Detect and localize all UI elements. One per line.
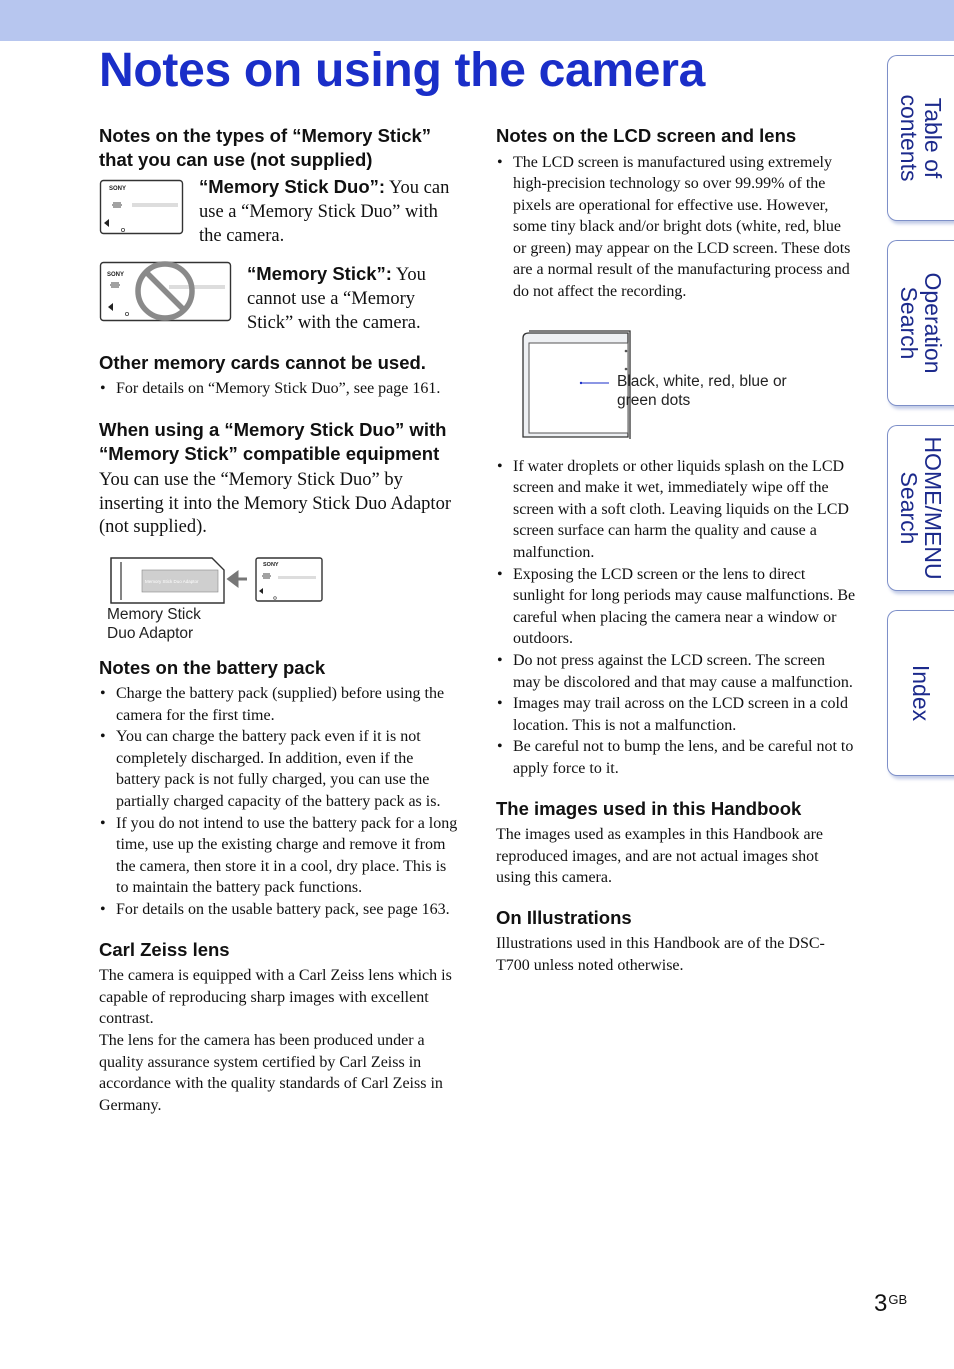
adaptor-label-line: Memory Stick <box>107 605 201 623</box>
memory-stick-duo-note <box>199 175 459 248</box>
list-item: • Do not press against the LCD screen. The screen may be discolored and that may cause a malfunction. <box>496 650 856 693</box>
section-heading-battery: Notes on the battery pack <box>99 656 326 678</box>
list-item: • If water droplets or other liquids splash on the LCD screen and make it wet, immediately wipe off the screen with a soft cloth. Leaving liquids on the LCD screen surface can harm the quality and cause a malfunction. <box>496 456 856 564</box>
page-number-suffix: GB <box>888 1292 908 1307</box>
list-item: • Charge the battery pack (supplied) before using the camera for the first time. <box>99 683 461 726</box>
card-brand-label: SONY <box>109 186 127 192</box>
tab-operation-search[interactable] <box>887 240 954 406</box>
lcd-dots-label <box>617 372 787 410</box>
left-column <box>99 124 461 1116</box>
tab-label: Operation Search <box>896 272 946 374</box>
memory-stick-duo-row <box>99 175 461 261</box>
list-item: • Exposing the LCD screen or the lens to direct sunlight for long periods may cause malfunctions. Be careful when placing the camera near a window or outdoors. <box>496 564 856 650</box>
adaptor-label-line: Duo Adaptor <box>107 624 194 642</box>
carl-zeiss-paragraph: The camera is equipped with a Carl Zeiss lens which is capable of reproducing sharp images with excellent contrast. <box>99 967 452 1028</box>
list-item: • You can charge the battery pack even if it is not completely discharged. In addition, even if the battery pack is not fully charged, you can use the partially charged capacity of the battery pack as is. <box>99 726 461 812</box>
list-item: • For details on the usable battery pack, see page 163. <box>99 899 461 921</box>
memory-stick-text: You cannot use a “Memory Stick” with the camera. <box>247 265 426 333</box>
section-heading-images: The images used in this Handbook <box>496 797 802 819</box>
lcd-list <box>496 152 856 303</box>
tab-label: Index <box>908 664 934 722</box>
card-brand-label: SONY <box>263 561 279 568</box>
section-heading-carl-zeiss: Carl Zeiss lens <box>99 938 230 960</box>
tab-label: HOME/MENU Search <box>896 436 946 580</box>
list-item: • If you do not intend to use the battery pack for a long time, use up the existing charge and remove it from the camera, then store it in a cool, dry place. This is to maintain the battery pack functions. <box>99 813 461 899</box>
section-heading-lcd: Notes on the LCD screen and lens <box>496 125 797 146</box>
memory-stick-duo-text: You can use a “Memory Stick Duo” with the camera. <box>199 178 450 246</box>
adaptor-figure <box>99 556 461 656</box>
illustrations-body: Illustrations used in this Handbook are of the DSC-T700 unless noted otherwise. <box>496 935 825 974</box>
battery-list <box>99 683 461 921</box>
images-body: The images used as examples in this Handbook are reproduced images, and are not actual images shot using this camera. <box>496 826 824 887</box>
carl-zeiss-paragraph: The lens for the camera has been produced under a quality assurance system certified by Carl Zeiss in accordance with the quality standards of Carl Zeiss in Germany. <box>99 1031 443 1114</box>
memory-stick-note <box>247 262 459 335</box>
section-heading-memory-stick-types: Notes on the types of “Memory Stick” that you can use (not supplied) <box>99 125 432 170</box>
lcd-list-continued <box>496 456 856 780</box>
page-number <box>874 1290 907 1318</box>
adaptor-card-text: Memory Stick Duo Adaptor <box>145 578 199 584</box>
list-item: • The LCD screen is manufactured using extremely high-precision technology so over 99.99% of the pixels are operational for effective use. However, some tiny black and/or bright dots (white, red, blue or green) may appear on the LCD screen. These dots are a normal result of the manufacturing process and do not affect the recording. <box>496 152 856 303</box>
other-cards-list <box>99 378 461 400</box>
memory-stick-duo-illustration <box>99 179 185 237</box>
section-heading-other-cards: Other memory cards cannot be used. <box>99 352 426 373</box>
page-number-value: 3 <box>874 1290 888 1317</box>
page-title: Notes on using the camera <box>99 44 705 97</box>
card-brand-label: SONY <box>107 272 125 278</box>
duo-compatible-body: You can use the “Memory Stick Duo” by inserting it into the Memory Stick Duo Adaptor (not supplied). <box>99 470 451 538</box>
list-item: • Images may trail across on the LCD screen in a cold location. This is not a malfunction. <box>496 693 856 736</box>
section-heading-duo-compatible: When using a “Memory Stick Duo” with “Memory Stick” compatible equipment <box>99 419 447 464</box>
header-bar <box>0 0 954 41</box>
tab-label: Table of contents <box>896 94 946 182</box>
tab-home-menu-search[interactable] <box>887 425 954 591</box>
memory-stick-term: “Memory Stick”: <box>247 263 392 284</box>
lcd-dots-label-line: green dots <box>617 391 691 409</box>
tab-table-of-contents[interactable] <box>887 55 954 221</box>
memory-stick-duo-term: “Memory Stick Duo”: <box>199 176 386 197</box>
tab-index[interactable] <box>887 610 954 776</box>
right-column <box>496 124 856 977</box>
adaptor-illustration <box>108 556 328 608</box>
list-item: • For details on “Memory Stick Duo”, see page 161. <box>99 378 461 400</box>
list-item: • Be careful not to bump the lens, and be careful not to apply force to it. <box>496 736 856 779</box>
memory-stick-illustration <box>99 261 233 325</box>
section-heading-illustrations: On Illustrations <box>496 906 632 928</box>
lcd-dots-label-line: Black, white, red, blue or <box>617 372 787 390</box>
memory-stick-row <box>99 261 461 347</box>
lcd-figure <box>496 329 856 447</box>
adaptor-label <box>107 605 201 643</box>
